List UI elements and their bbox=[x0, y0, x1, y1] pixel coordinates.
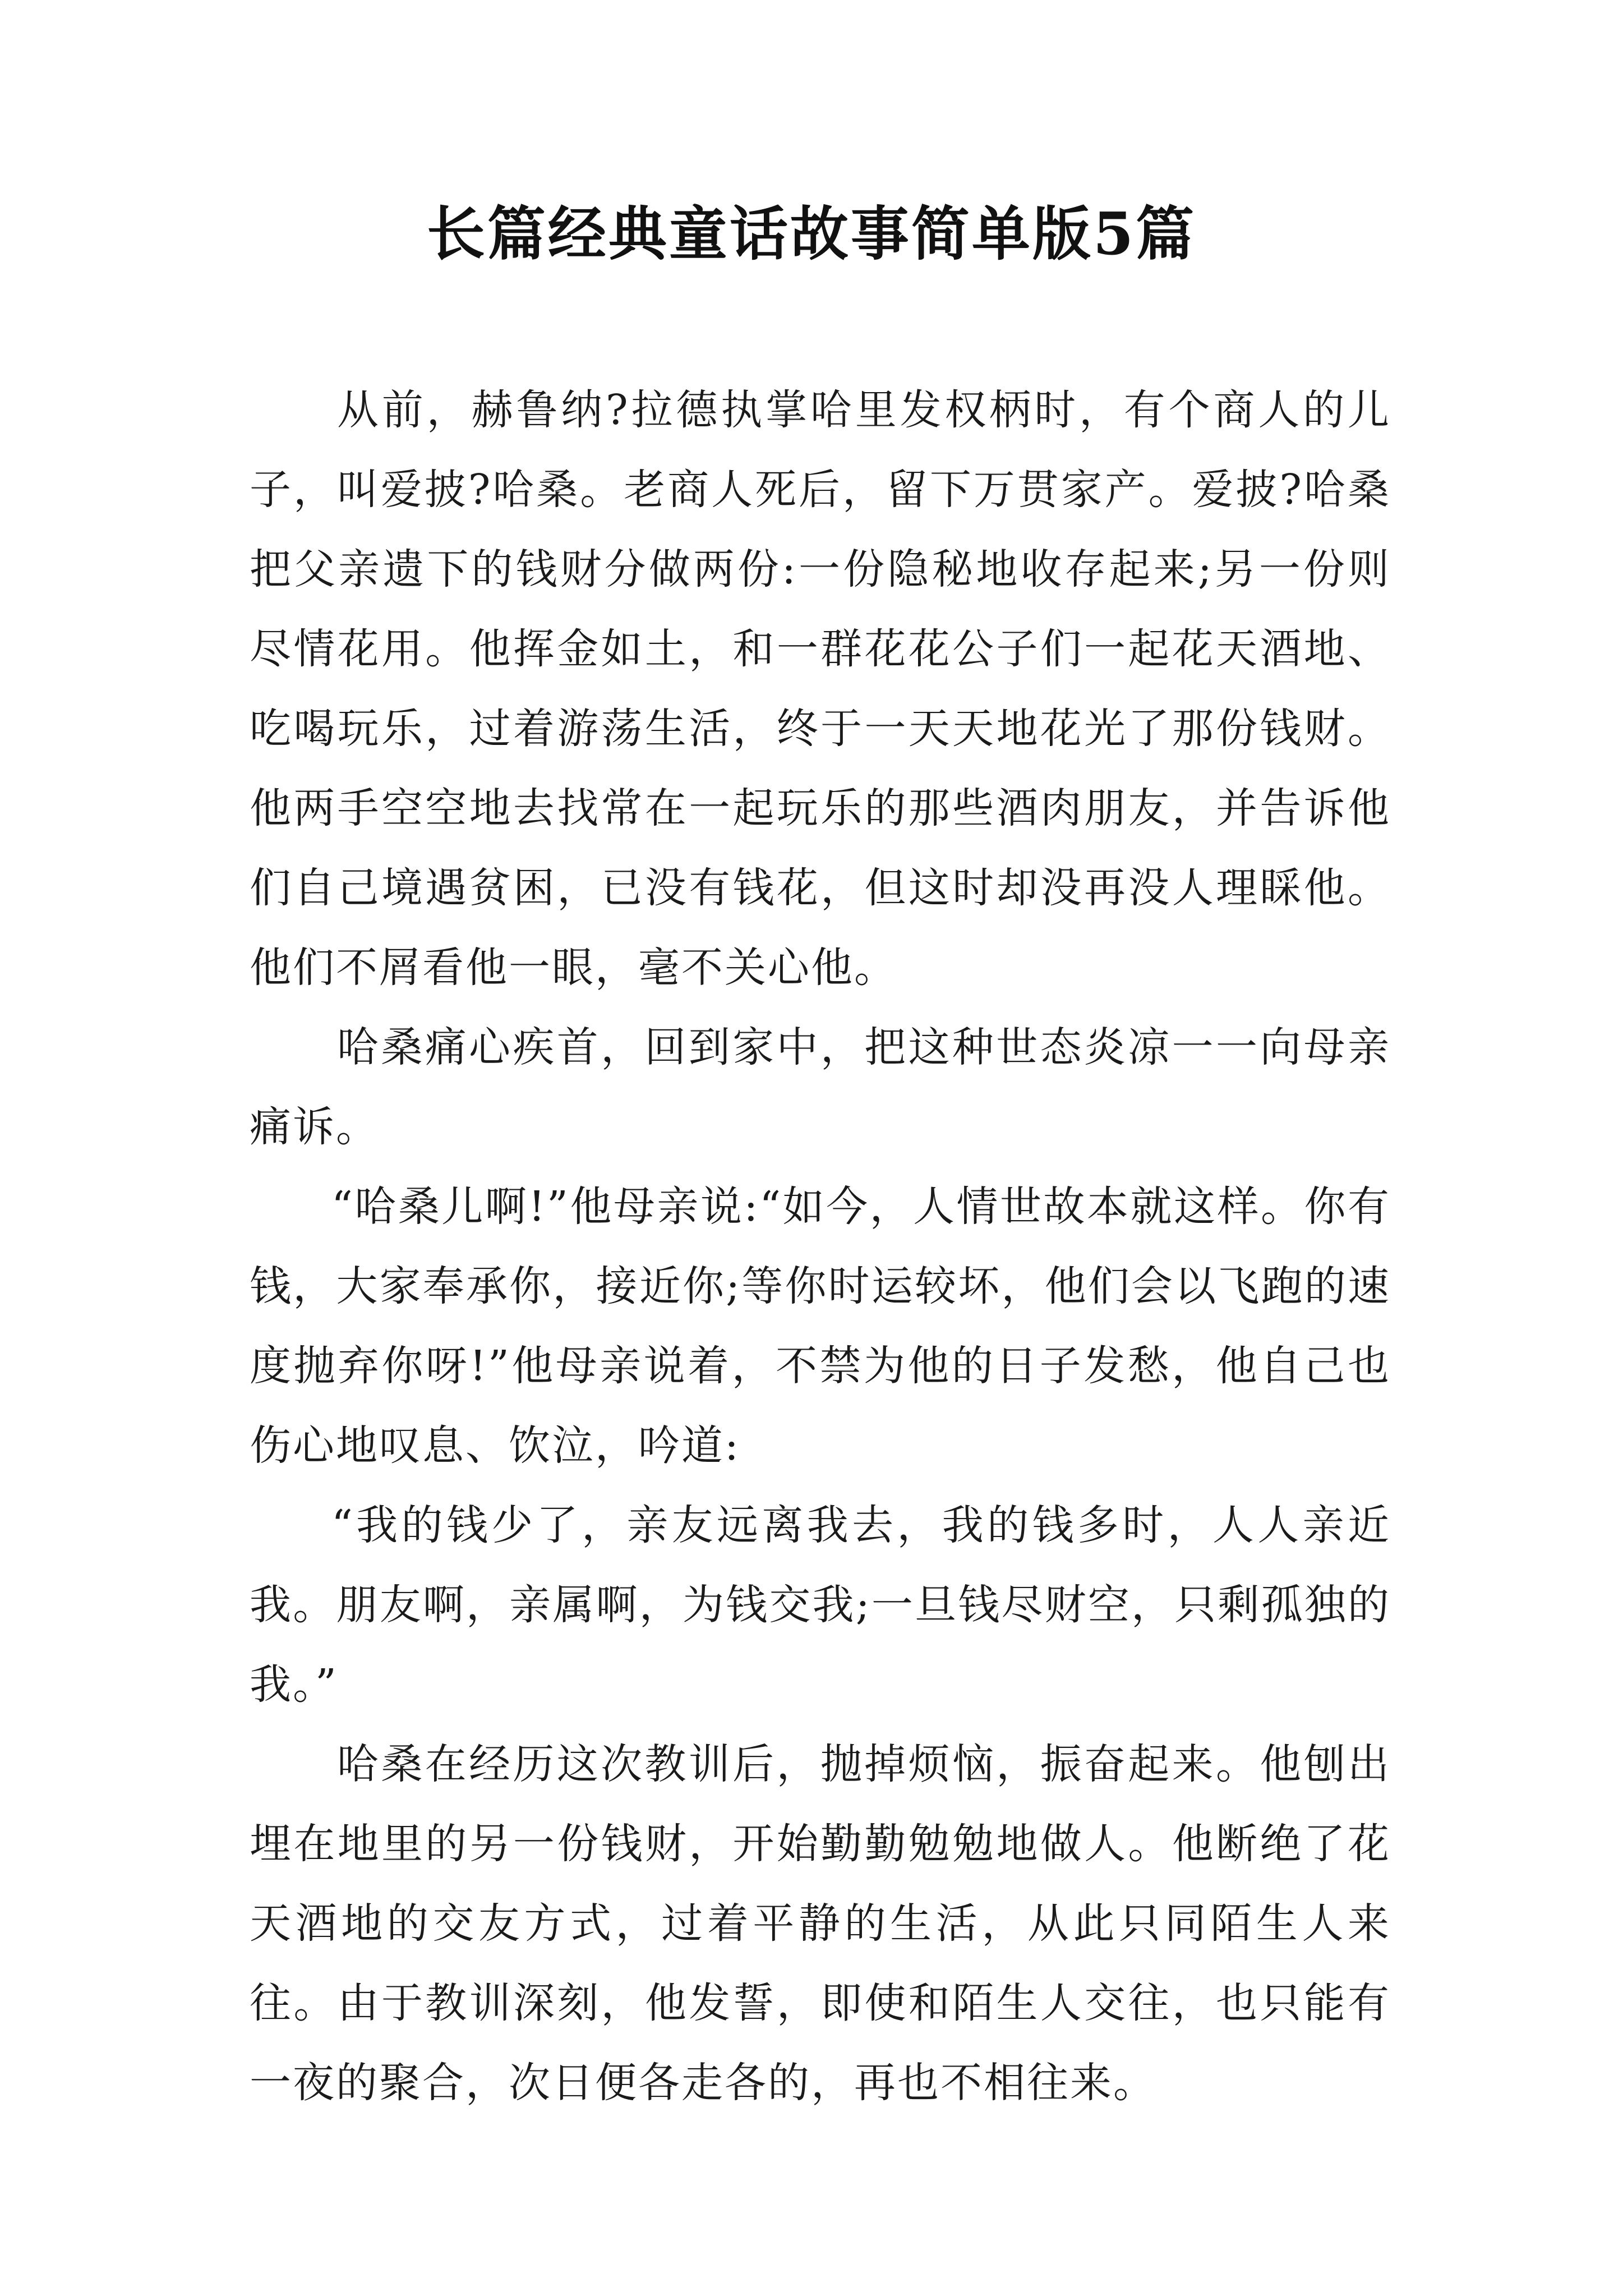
paragraph-2: 哈桑痛心疾首，回到家中，把这种世态炎凉一一向母亲痛诉。 bbox=[250, 1023, 1391, 1151]
paragraph-1: 从前，赫鲁纳?拉德执掌哈里发权柄时，有个商人的儿子，叫爱披?哈桑。老商人死后，留下万贯家产。爱披?哈桑把父亲遗下的钱财分做两份:一份隐秘地收存起来;另一份则尽情花用。他挥金如土，和一群花花公子们一起花天酒地、吃喝玩乐，过着游荡生活，终于一天天地花光了那份钱财。他两手空空地去找常在一起玩乐的那些酒肉朋友，并告诉他们自己境遇贫困，已没有钱花，但这时却没再没人理睬他。他们不屑看他一眼，毫不关心他。 bbox=[250, 386, 1391, 992]
document-title: 长篇经典童话故事简单版5篇 bbox=[426, 199, 1197, 268]
paragraph-4: “我的钱少了，亲友远离我去，我的钱多时，人人亲近我。朋友啊，亲属啊，为钱交我;一旦钱尽财空，只剩孤独的我。” bbox=[250, 1501, 1391, 1709]
paragraph-3: “哈桑儿啊!”他母亲说:“如今，人情世故本就这样。你有钱，大家奉承你，接近你;等你时运较坏，他们会以飞跑的速度抛弃你呀!”他母亲说着，不禁为他的日子发愁，他自己也伤心地叹息、饮泣，吟道: bbox=[250, 1182, 1391, 1470]
paragraph-5: 哈桑在经历这次教训后，抛掉烦恼，振奋起来。他刨出埋在地里的另一份钱财，开始勤勤勉勉地做人。他断绝了花天酒地的交友方式，过着平静的生活，从此只同陌生人来往。由于教训深刻，他发誓，即使和陌生人交往，也只能有一夜的聚合，次日便各走各的，再也不相往来。 bbox=[250, 1740, 1391, 2107]
document-body bbox=[250, 370, 1391, 2123]
